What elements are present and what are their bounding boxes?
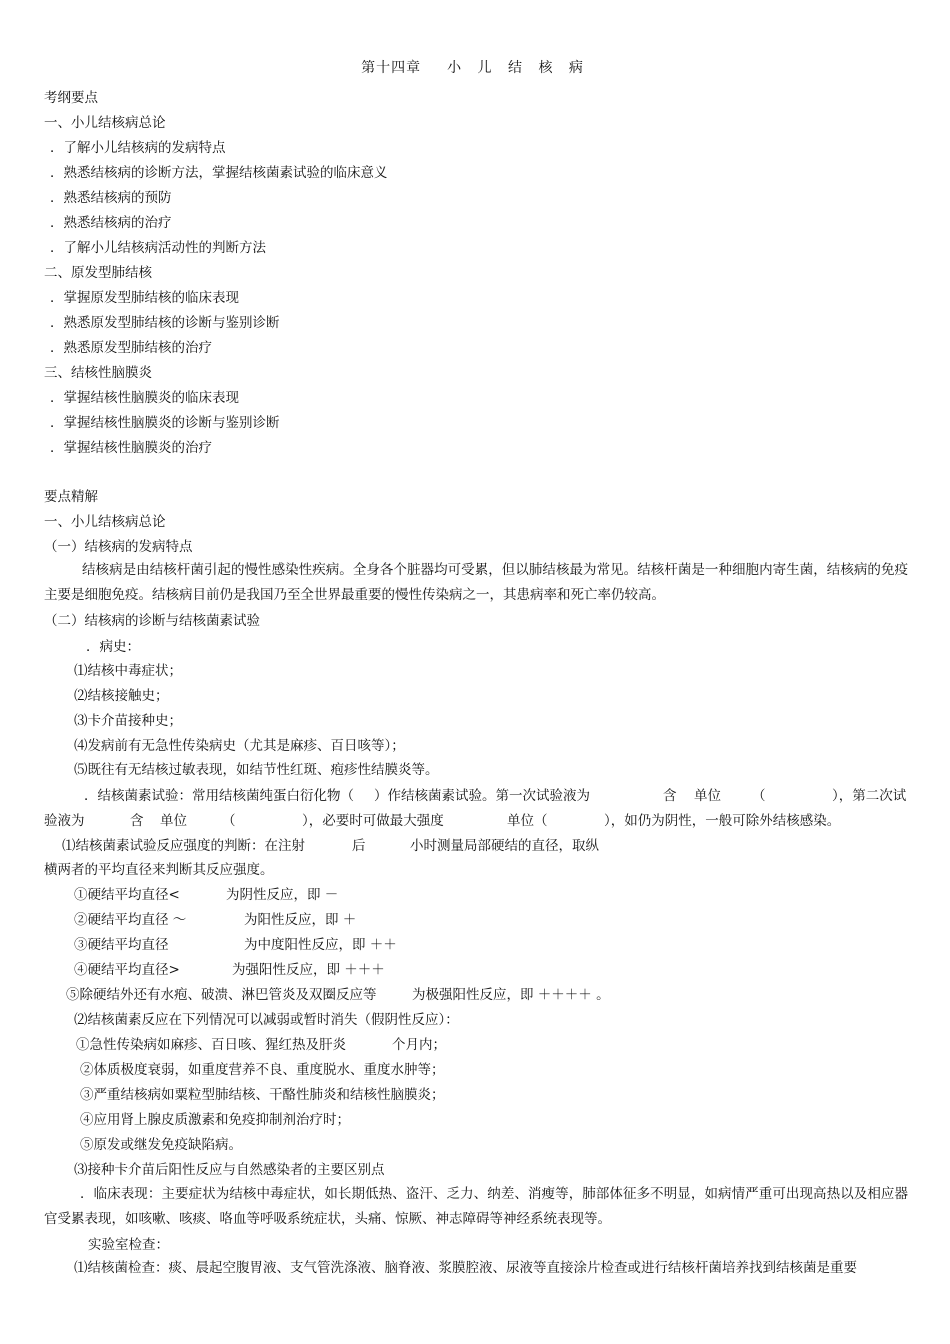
- false-negative-item: ③严重结核病如粟粒型肺结核、干酪性肺炎和结核性脑膜炎；: [80, 1087, 445, 1103]
- false-negative-item: ⑤原发或继发免疫缺陷病。: [80, 1137, 242, 1153]
- grade-label: ②硬结平均直径 ～: [74, 912, 187, 928]
- tst-text: ）作结核菌素试验。第一次试验液为: [374, 788, 590, 804]
- false-negative-item: 个月内；: [392, 1037, 446, 1053]
- chapter-name: 小 儿 结 核 病: [447, 60, 589, 76]
- grade-result: 为阴性反应，即 －: [226, 887, 339, 903]
- false-negative-item: ①急性传染病如麻疹、百日咳、猩红热及肝炎: [76, 1037, 346, 1053]
- lab-heading: 实验室检查：: [88, 1237, 169, 1253]
- tst-text: 单位: [160, 813, 187, 829]
- tst-text: ．结核菌素试验：常用结核菌纯蛋白衍化物（: [84, 788, 354, 804]
- tst-text: ），第二次试: [832, 788, 907, 804]
- essentials-heading: 要点精解: [44, 489, 98, 505]
- tst-text: 含: [130, 813, 144, 829]
- syllabus-item: ．掌握结核性脑膜炎的临床表现: [50, 390, 239, 406]
- grade-result: 为阳性反应，即 ＋: [244, 912, 357, 928]
- tst-text: ），如仍为阴性，一般可除外结核感染。: [604, 813, 841, 829]
- grade-label: ①硬结平均直径<: [74, 887, 180, 903]
- syllabus-section-1: 一、小儿结核病总论: [44, 115, 166, 131]
- judge-text: 横两者的平均直径来判断其反应强度。: [44, 862, 274, 878]
- chapter-number: 第十四章: [361, 60, 422, 76]
- history-label: ．病史：: [86, 639, 140, 655]
- paragraph-clinical: ．临床表现：主要症状为结核中毒症状，如长期低热、盗汗、乏力、纳差、消瘦等，肺部体征多不明显，如病情严重可出现高热以及相应器官受累表现，如咳嗽、咳痰、咯血等呼吸系统症状，头痛、惊厥、神志障碍等神经系统表现等。: [44, 1186, 908, 1227]
- syllabus-item: ．了解小儿结核病活动性的判断方法: [50, 240, 266, 256]
- grade-label: ⑤除硬结外还有水疱、破溃、淋巴管炎及双圈反应等: [66, 987, 377, 1003]
- false-negative-item: ④应用肾上腺皮质激素和免疫抑制剂治疗时；: [80, 1112, 350, 1128]
- syllabus-item: ．掌握结核性脑膜炎的诊断与鉴别诊断: [50, 415, 280, 431]
- syllabus-item: ．了解小儿结核病的发病特点: [50, 140, 226, 156]
- tst-text: 含: [663, 788, 677, 804]
- history-item: ⑸既往有无结核过敏表现，如结节性红斑、疱疹性结膜炎等。: [74, 762, 439, 778]
- tst-text: 验液为: [44, 813, 85, 829]
- history-item: ⑷发病前有无急性传染病史（尤其是麻疹、百日咳等）；: [74, 738, 405, 754]
- history-item: ⑴结核中毒症状；: [74, 663, 182, 679]
- grade-result: 为中度阳性反应，即 ＋＋: [244, 937, 397, 953]
- tst-text: ），必要时可做最大强度: [302, 813, 444, 829]
- judge-text: 后: [352, 838, 366, 854]
- tst-text: 单位: [694, 788, 721, 804]
- syllabus-item: ．熟悉原发型肺结核的诊断与鉴别诊断: [50, 315, 280, 331]
- false-negative-item: ②体质极度衰弱，如重度营养不良、重度脱水、重度水肿等；: [80, 1062, 445, 1078]
- tst-text: （: [222, 813, 236, 829]
- grade-label: ③硬结平均直径: [74, 937, 169, 953]
- syllabus-item: ．掌握原发型肺结核的临床表现: [50, 290, 239, 306]
- paragraph-lab-1: ⑴结核菌检查：痰、晨起空腹胃液、支气管洗涤液、脑脊液、浆膜腔液、尿液等直接涂片检查或进行结核杆菌培养找到结核菌是重要: [74, 1260, 857, 1276]
- history-item: ⑶卡介苗接种史；: [74, 713, 182, 729]
- subsection-heading: （一）结核病的发病特点: [44, 539, 193, 555]
- syllabus-item: ．掌握结核性脑膜炎的治疗: [50, 440, 212, 456]
- history-item: ⑵结核接触史；: [74, 688, 169, 704]
- paragraph-onset-features: 结核病是由结核杆菌引起的慢性感染性疾病。全身各个脏器均可受累，但以肺结核最为常见。结核杆菌是一种细胞内寄生菌，结核病的免疫主要是细胞免疫。结核病目前仍是我国乃至全世界最重要的慢性传染病之一，其患病率和死亡率仍较高。: [44, 562, 908, 603]
- syllabus-section-3: 三、结核性脑膜炎: [44, 365, 152, 381]
- tst-text: 单位（: [507, 813, 548, 829]
- grade-label: ④硬结平均直径>: [74, 962, 180, 978]
- judge-text: ⑴结核菌素试验反应强度的判断：在注射: [62, 838, 305, 854]
- syllabus-heading: 考纲要点: [44, 90, 98, 106]
- syllabus-section-2: 二、原发型肺结核: [44, 265, 152, 281]
- tst-text: （: [752, 788, 766, 804]
- bcg-heading: ⑶接种卡介苗后阳性反应与自然感染者的主要区别点: [74, 1162, 385, 1178]
- subsection-heading: （二）结核病的诊断与结核菌素试验: [44, 613, 260, 629]
- grade-result: 为极强阳性反应，即 ＋＋＋＋ 。: [412, 987, 610, 1003]
- syllabus-item: ．熟悉原发型肺结核的治疗: [50, 340, 212, 356]
- judge-text: 小时测量局部硬结的直径，取纵: [410, 838, 599, 854]
- syllabus-item: ．熟悉结核病的预防: [50, 190, 172, 206]
- syllabus-item: ．熟悉结核病的诊断方法，掌握结核菌素试验的临床意义: [50, 165, 388, 181]
- chapter-title: [0, 60, 950, 76]
- grade-result: 为强阳性反应，即 ＋＋＋: [232, 962, 385, 978]
- false-negative-heading: ⑵结核菌素反应在下列情况可以减弱或暂时消失（假阴性反应）：: [74, 1012, 459, 1028]
- syllabus-item: ．熟悉结核病的治疗: [50, 215, 172, 231]
- essentials-section-1: 一、小儿结核病总论: [44, 514, 166, 530]
